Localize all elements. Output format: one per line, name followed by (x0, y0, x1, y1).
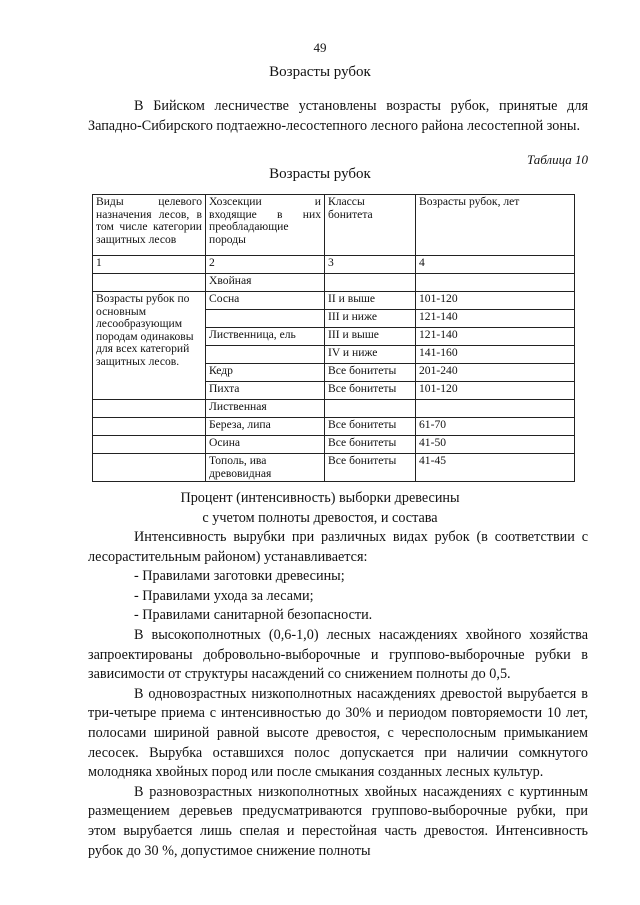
table-row (93, 454, 575, 482)
body-paragraph: В высокополнотных (0,6-1,0) лесных насаждениях хвойного хозяйства запроектированы добровольно-выборочные и группово-выборочные рубки в зависимости от структуры насаждений со снижением полноты до 0,5. (88, 626, 588, 683)
species-cell: Пихта (206, 382, 325, 400)
table-cell (325, 400, 416, 418)
column-number: 1 (93, 256, 206, 274)
species-cell: Осина (206, 436, 325, 454)
species-cell: Лиственница, ель (206, 328, 325, 346)
bonitet-cell: III и выше (325, 328, 416, 346)
age-cell: 61-70 (416, 418, 575, 436)
bonitet-cell: Все бонитеты (325, 436, 416, 454)
section-title: Возрасты рубок (269, 64, 371, 80)
table-cell (416, 274, 575, 292)
column-number: 4 (416, 256, 575, 274)
body-paragraph: В одновозрастных низкополнотных насаждениях древостой вырубается в три-четыре приема с интенсивностью до 30% и периодом повторяемости 10 лет, полосами шириной равной высоте древостоя, с чересполосным примыканием лесосек. Вырубка оставшихся полос допускается при наличии сомкнутого молодняка хвойных пород или после смыкания созданных лесных культур. (88, 685, 588, 781)
bonitet-cell: Все бонитеты (325, 418, 416, 436)
table-cell (93, 454, 206, 482)
table-group-row-deciduous (93, 400, 575, 418)
species-cell: Береза, липа (206, 418, 325, 436)
age-cell: 121-140 (416, 328, 575, 346)
bonitet-cell: Все бонитеты (325, 382, 416, 400)
species-cell: Сосна (206, 292, 325, 310)
age-cell: 41-50 (416, 436, 575, 454)
purpose-merged-cell: Возрасты рубок по основным лесообразующим породам одинаковы для всех категорий защитных лесов. (93, 292, 206, 400)
age-cell: 141-160 (416, 346, 575, 364)
subheading-line-2: с учетом полноты древостоя, и состава (202, 510, 438, 526)
subheading-line-1: Процент (интенсивность) выборки древесины (180, 490, 460, 506)
table-cell (93, 418, 206, 436)
table-row (93, 292, 575, 310)
header-bonitet: Классы бонитета (325, 195, 416, 256)
species-cell: Тополь, ива древовидная (206, 454, 325, 482)
body-paragraph: В разновозрастных низкополнотных хвойных насаждениях с куртинным размещением деревьев предусматриваются группово-выборочные рубки, при этом вырубается лишь спелая и перестойная часть древостоя. Интенсивность рубок до 30 %, допустимое снижение полноты (88, 783, 588, 859)
list-item: - Правилами ухода за лесами; (134, 587, 314, 604)
age-cell: 101-120 (416, 382, 575, 400)
species-cell: Кедр (206, 364, 325, 382)
table-row (93, 436, 575, 454)
column-number: 3 (325, 256, 416, 274)
table-row (93, 418, 575, 436)
age-cell: 201-240 (416, 364, 575, 382)
header-purpose: Виды целевого назначения лесов, в том числе категории защитных лесов (93, 195, 206, 256)
table-cell (93, 436, 206, 454)
bonitet-cell: Все бонитеты (325, 454, 416, 482)
page-number: 49 (313, 40, 327, 55)
header-species: Хозсекции и входящие в них преобладающие породы (206, 195, 325, 256)
table-cell (416, 400, 575, 418)
table-group-row-conifer (93, 274, 575, 292)
table-numbering-row (93, 256, 575, 274)
group-label-conifer: Хвойная (206, 274, 325, 292)
table-cell (93, 274, 206, 292)
age-cell: 121-140 (416, 310, 575, 328)
cutting-ages-table (92, 194, 575, 482)
bonitet-cell: II и выше (325, 292, 416, 310)
age-cell: 101-120 (416, 292, 575, 310)
body-paragraph: Интенсивность вырубки при различных видах рубок (в соответствии с лесорастительным районом) устанавливается: (88, 529, 588, 565)
table-header-row (93, 195, 575, 256)
species-cell (206, 346, 325, 364)
table-cell (93, 400, 206, 418)
list-item: - Правилами санитарной безопасности. (134, 607, 373, 624)
age-cell: 41-45 (416, 454, 575, 482)
header-age: Возрасты рубок, лет (416, 195, 575, 256)
column-number: 2 (206, 256, 325, 274)
bonitet-cell: IV и ниже (325, 346, 416, 364)
table-cell (325, 274, 416, 292)
species-cell (206, 310, 325, 328)
body-text (88, 528, 588, 861)
table-title: Возрасты рубок (269, 166, 371, 182)
intro-paragraph: В Бийском лесничестве установлены возрасты рубок, принятые для Западно-Сибирского подтаежно-лесостепного лесного района лесостепной зоны. (88, 98, 588, 134)
group-label-deciduous: Лиственная (206, 400, 325, 418)
list-item: - Правилами заготовки древесины; (134, 568, 345, 585)
bonitet-cell: III и ниже (325, 310, 416, 328)
bonitet-cell: Все бонитеты (325, 364, 416, 382)
table-caption: Таблица 10 (526, 152, 588, 167)
